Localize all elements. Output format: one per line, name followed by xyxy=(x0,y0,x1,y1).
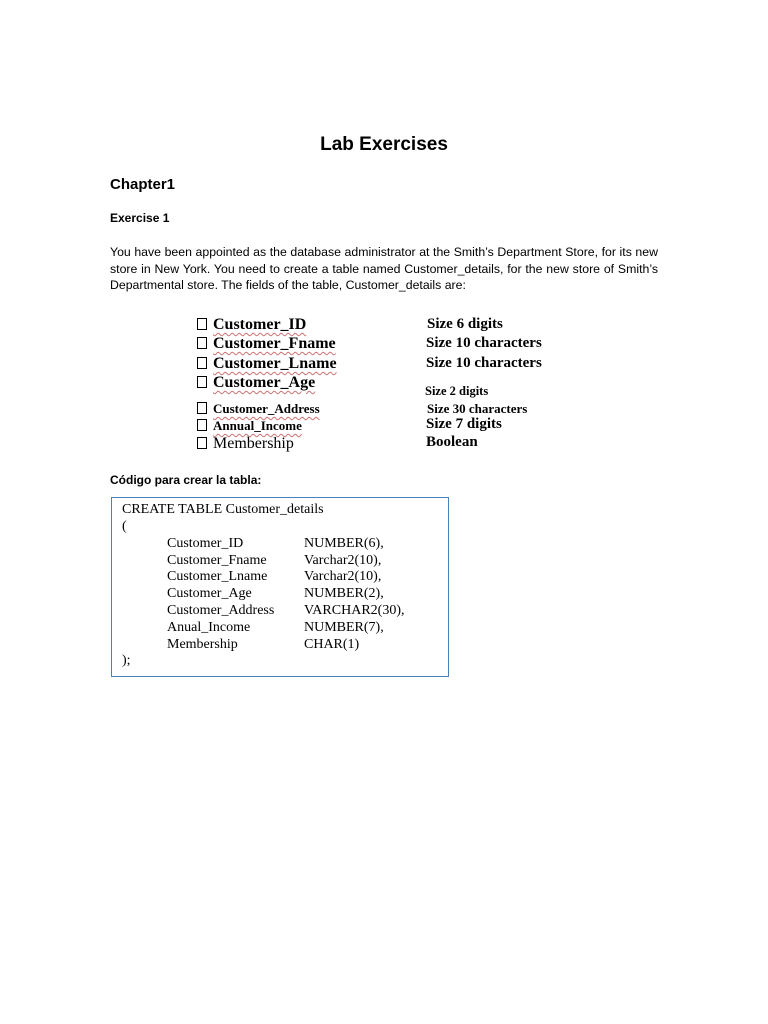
field-row xyxy=(197,355,577,375)
field-name: Membership xyxy=(197,435,294,453)
intro-paragraph: You have been appointed as the database administrator at the Smith’s Department Store, for its new store in New York. You need to create a table named Customer_details, for the new store of Smith’s Departmental store. The fields of the table, Customer_details are: xyxy=(110,245,658,292)
code-column-name: Customer_Age xyxy=(167,586,252,601)
field-row xyxy=(197,374,577,398)
field-size: Size 30 characters xyxy=(427,401,528,416)
code-column-type: Varchar2(10), xyxy=(304,569,382,584)
chapter-heading: Chapter1 xyxy=(110,176,176,193)
code-header: CREATE TABLE Customer_details xyxy=(122,502,324,517)
field-row xyxy=(197,316,577,336)
code-column-type: Varchar2(10), xyxy=(304,553,382,568)
field-name: Customer_Lname xyxy=(197,355,337,373)
field-size: Size 2 digits xyxy=(425,384,489,398)
bullet-box-icon xyxy=(197,437,207,449)
code-column-name: Customer_Lname xyxy=(167,569,268,584)
code-label: Código para crear la tabla: xyxy=(110,473,262,487)
field-size: Size 6 digits xyxy=(427,316,503,332)
code-column-name: Customer_Address xyxy=(167,603,275,618)
code-column-type: VARCHAR2(30), xyxy=(304,603,405,618)
field-name: Customer_Fname xyxy=(197,335,336,353)
field-name: Customer_Address xyxy=(197,401,320,417)
bullet-box-icon xyxy=(197,337,207,349)
field-row xyxy=(197,335,577,355)
code-column-type: CHAR(1) xyxy=(304,637,360,652)
code-column-type: NUMBER(2), xyxy=(304,586,384,601)
field-name: Annual_Income xyxy=(197,418,302,434)
code-open-paren: ( xyxy=(122,519,127,534)
bullet-box-icon xyxy=(197,419,207,431)
field-size: Size 10 characters xyxy=(426,335,542,351)
code-column-type: NUMBER(7), xyxy=(304,620,384,635)
field-size: Boolean xyxy=(426,434,478,450)
code-column-name: Anual_Income xyxy=(167,620,251,635)
code-column-name: Customer_Fname xyxy=(167,553,267,568)
field-name: Customer_ID xyxy=(197,316,306,334)
code-column-name: Membership xyxy=(167,637,238,652)
code-column-type: NUMBER(6), xyxy=(304,536,384,551)
bullet-box-icon xyxy=(197,402,207,414)
code-close: ); xyxy=(122,653,131,668)
page-title: Lab Exercises xyxy=(320,134,448,155)
field-row xyxy=(197,435,577,455)
field-size: Size 7 digits xyxy=(426,416,502,432)
field-name: Customer_Age xyxy=(197,374,315,392)
field-size: Size 10 characters xyxy=(426,355,542,371)
bullet-box-icon xyxy=(197,357,207,369)
bullet-box-icon xyxy=(197,376,207,388)
code-column-name: Customer_ID xyxy=(167,536,244,551)
code-block xyxy=(111,497,449,677)
exercise-heading: Exercise 1 xyxy=(110,211,170,225)
bullet-box-icon xyxy=(197,318,207,330)
